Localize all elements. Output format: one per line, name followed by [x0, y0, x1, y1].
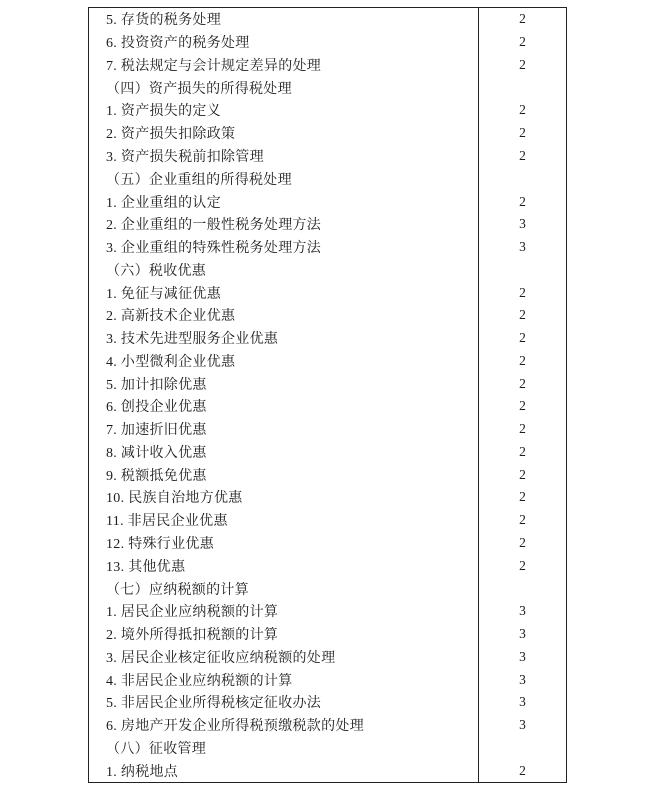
table-row — [89, 486, 566, 509]
topic-cell: （八）征收管理 — [89, 737, 479, 760]
topic-cell: 1. 企业重组的认定 — [89, 190, 479, 213]
table-row — [89, 737, 566, 760]
topic-cell: 10. 民族自治地方优惠 — [89, 486, 479, 509]
topic-cell: （七）应纳税额的计算 — [89, 577, 479, 600]
table-row — [89, 99, 566, 122]
table-row — [89, 76, 566, 99]
topic-cell: 3. 资产损失税前扣除管理 — [89, 145, 479, 168]
topic-cell: 2. 境外所得抵扣税额的计算 — [89, 623, 479, 646]
hours-cell: 2 — [519, 762, 526, 778]
hours-cell: 2 — [519, 534, 526, 550]
hours-cell: 2 — [519, 443, 526, 459]
hours-cell: 2 — [519, 489, 526, 505]
topic-cell: 13. 其他优惠 — [89, 554, 479, 577]
table-row — [89, 281, 566, 304]
topic-cell: （四）资产损失的所得税处理 — [89, 76, 479, 99]
table-row — [89, 327, 566, 350]
hours-cell: 2 — [519, 398, 526, 414]
hours-cell: 3 — [519, 671, 526, 687]
topic-cell: 3. 居民企业核定征收应纳税额的处理 — [89, 645, 479, 668]
hours-cell: 3 — [519, 717, 526, 733]
table-row — [89, 167, 566, 190]
topic-cell: 5. 存货的税务处理 — [89, 8, 479, 31]
hours-cell: 2 — [519, 557, 526, 573]
topic-cell: 1. 免征与减征优惠 — [89, 281, 479, 304]
topic-cell: 1. 纳税地点 — [89, 759, 479, 782]
table-row — [89, 645, 566, 668]
topic-cell: 1. 居民企业应纳税额的计算 — [89, 600, 479, 623]
hours-cell: 2 — [519, 147, 526, 163]
table-row — [89, 372, 566, 395]
table-row — [89, 532, 566, 555]
table-row — [89, 54, 566, 77]
hours-cell: 2 — [519, 352, 526, 368]
table-row — [89, 349, 566, 372]
hours-cell — [479, 76, 566, 99]
hours-cell: 2 — [519, 375, 526, 391]
table-row — [89, 623, 566, 646]
table-row — [89, 236, 566, 259]
topic-cell: 3. 企业重组的特殊性税务处理方法 — [89, 236, 479, 259]
hours-cell: 2 — [519, 193, 526, 209]
topic-cell: 6. 创投企业优惠 — [89, 395, 479, 418]
table-row — [89, 122, 566, 145]
hours-cell: 2 — [519, 512, 526, 528]
hours-cell: 3 — [519, 626, 526, 642]
hours-cell: 2 — [519, 11, 526, 27]
table-row — [89, 668, 566, 691]
topic-cell: 9. 税额抵免优惠 — [89, 463, 479, 486]
topic-cell: 4. 小型微利企业优惠 — [89, 349, 479, 372]
hours-cell: 2 — [519, 125, 526, 141]
table-row — [89, 258, 566, 281]
table-row — [89, 418, 566, 441]
table-row — [89, 441, 566, 464]
topic-cell: 5. 加计扣除优惠 — [89, 372, 479, 395]
topic-cell: 5. 非居民企业所得税核定征收办法 — [89, 691, 479, 714]
table-row — [89, 759, 566, 782]
hours-cell: 2 — [519, 421, 526, 437]
topic-cell: 3. 技术先进型服务企业优惠 — [89, 327, 479, 350]
hours-cell: 2 — [519, 466, 526, 482]
table-row — [89, 714, 566, 737]
table-row — [89, 213, 566, 236]
topic-cell: 4. 非居民企业应纳税额的计算 — [89, 668, 479, 691]
table-row — [89, 145, 566, 168]
table-row — [89, 509, 566, 532]
hours-cell: 3 — [519, 603, 526, 619]
table-row — [89, 8, 566, 31]
topic-cell: 2. 高新技术企业优惠 — [89, 304, 479, 327]
table-row — [89, 31, 566, 54]
topic-cell: 2. 资产损失扣除政策 — [89, 122, 479, 145]
topic-cell: 6. 投资资产的税务处理 — [89, 31, 479, 54]
topic-cell: 8. 减计收入优惠 — [89, 441, 479, 464]
hours-cell — [479, 167, 566, 190]
hours-cell: 2 — [519, 284, 526, 300]
hours-cell: 3 — [519, 694, 526, 710]
table-row — [89, 600, 566, 623]
hours-cell: 3 — [519, 648, 526, 664]
table-row — [89, 554, 566, 577]
table-row — [89, 691, 566, 714]
topic-cell: 7. 加速折旧优惠 — [89, 418, 479, 441]
hours-cell: 2 — [519, 56, 526, 72]
hours-cell: 3 — [519, 239, 526, 255]
hours-cell: 2 — [519, 34, 526, 50]
topic-cell: 12. 特殊行业优惠 — [89, 532, 479, 555]
hours-cell — [479, 258, 566, 281]
hours-cell: 2 — [519, 330, 526, 346]
topic-cell: 1. 资产损失的定义 — [89, 99, 479, 122]
table-row — [89, 190, 566, 213]
table-row — [89, 463, 566, 486]
topic-cell: （六）税收优惠 — [89, 258, 479, 281]
table-row — [89, 304, 566, 327]
hours-cell: 2 — [519, 102, 526, 118]
hours-cell: 3 — [519, 216, 526, 232]
table-row — [89, 577, 566, 600]
hours-cell — [479, 737, 566, 760]
topic-cell: （五）企业重组的所得税处理 — [89, 167, 479, 190]
hours-cell: 2 — [519, 307, 526, 323]
topic-cell: 7. 税法规定与会计规定差异的处理 — [89, 54, 479, 77]
topic-cell: 2. 企业重组的一般性税务处理方法 — [89, 213, 479, 236]
topic-cell: 6. 房地产开发企业所得税预缴税款的处理 — [89, 714, 479, 737]
topic-cell: 11. 非居民企业优惠 — [89, 509, 479, 532]
hours-cell — [479, 577, 566, 600]
table-row — [89, 395, 566, 418]
syllabus-table — [88, 7, 567, 783]
